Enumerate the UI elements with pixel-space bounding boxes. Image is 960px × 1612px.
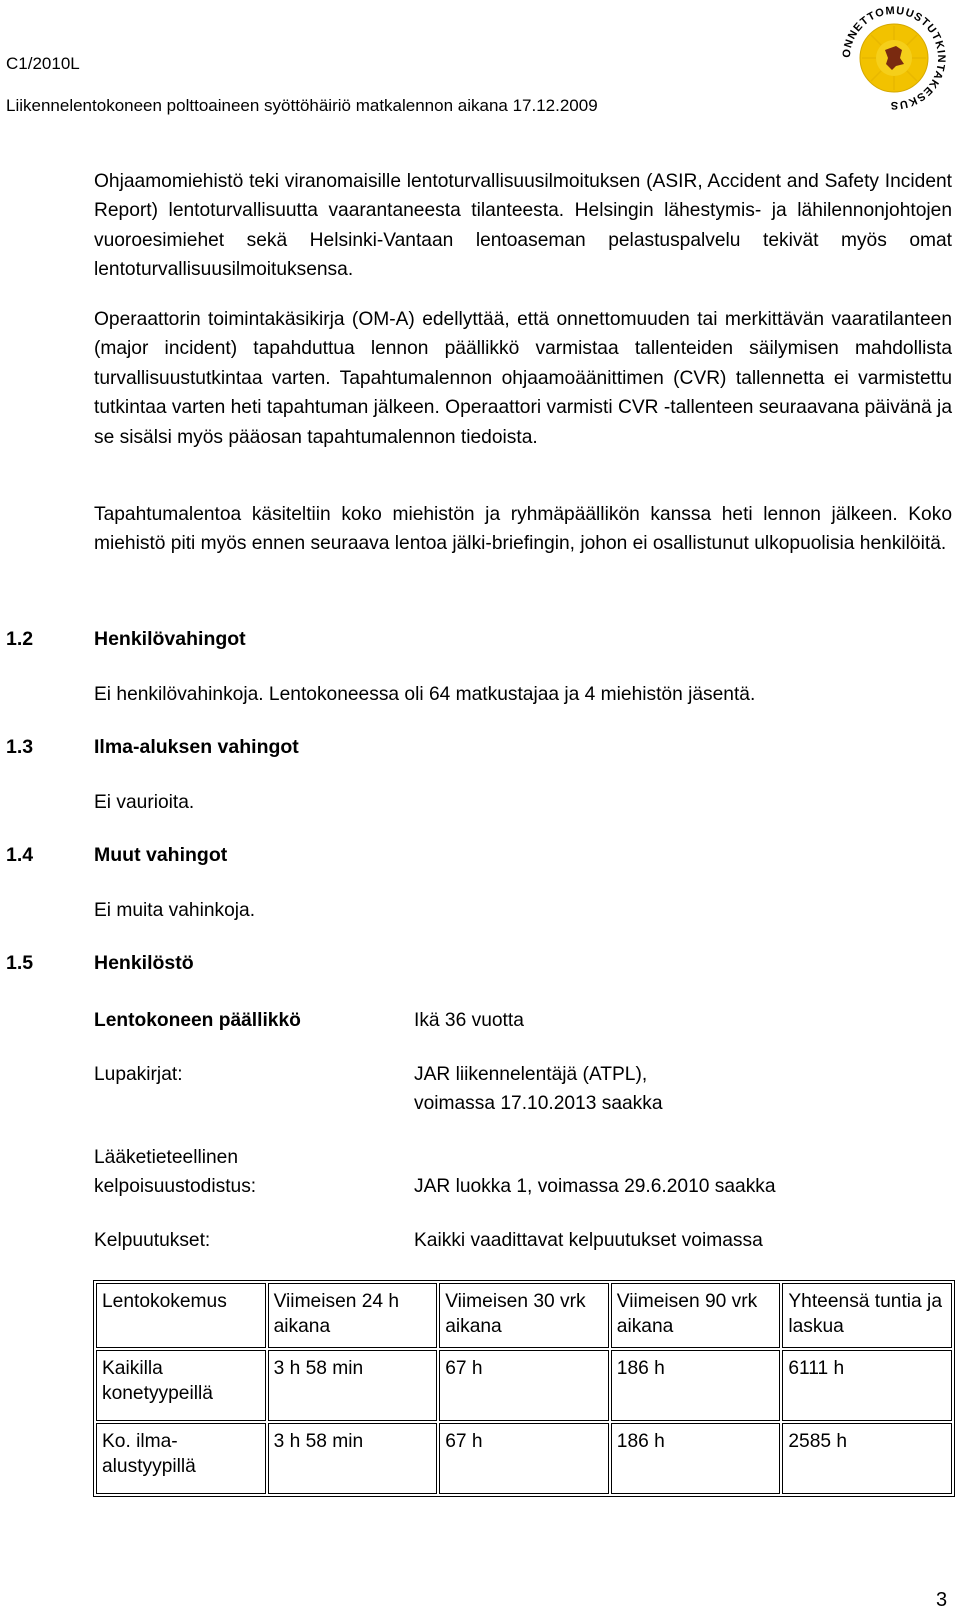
ratings-label: Kelpuutukset: bbox=[94, 1230, 211, 1251]
medical-value: JAR luokka 1, voimassa 29.6.2010 saakka bbox=[414, 1176, 776, 1197]
doc-title: Liikennelentokoneen polttoaineen syöttöhäiriö matkalennon aikana 17.12.2009 bbox=[6, 96, 598, 115]
table-header-cell: Yhteensä tuntia ja laskua bbox=[782, 1283, 952, 1348]
section-text: Ei henkilövahinkoja. Lentokoneessa oli 64 matkustajaa ja 4 miehistön jäsentä. bbox=[94, 684, 756, 705]
table-cell: Kaikilla konetyypeillä bbox=[96, 1350, 266, 1421]
medical-label-line1: Lääketieteellinen bbox=[94, 1147, 239, 1168]
experience-table bbox=[93, 1280, 955, 1497]
section-number: 1.4 bbox=[6, 844, 34, 866]
table-header-row bbox=[96, 1283, 952, 1348]
table-cell: 3 h 58 min bbox=[268, 1350, 438, 1421]
ratings-value: Kaikki vaadittavat kelpuutukset voimassa bbox=[414, 1230, 763, 1251]
section-title: Henkilövahingot bbox=[94, 628, 246, 650]
captain-age: Ikä 36 vuotta bbox=[414, 1010, 524, 1031]
seal-logo-icon bbox=[836, 0, 952, 116]
table-row bbox=[96, 1350, 952, 1421]
table-cell: 2585 h bbox=[782, 1423, 952, 1494]
licenses-value-line2: voimassa 17.10.2013 saakka bbox=[414, 1093, 663, 1114]
doc-code: C1/2010L bbox=[6, 54, 80, 73]
table-cell: 6111 h bbox=[782, 1350, 952, 1421]
section-number: 1.3 bbox=[6, 736, 34, 758]
table-header-cell: Lentokokemus bbox=[96, 1283, 266, 1348]
medical-label-line2: kelpoisuustodistus: bbox=[94, 1176, 257, 1197]
section-number: 1.2 bbox=[6, 628, 34, 650]
licenses-value-line1: JAR liikennelentäjä (ATPL), bbox=[414, 1064, 648, 1085]
section-text: Ei muita vahinkoja. bbox=[94, 900, 256, 921]
section-title: Henkilöstö bbox=[94, 952, 194, 974]
page-number: 3 bbox=[936, 1589, 948, 1611]
table-header-cell: Viimeisen 30 vrk aikana bbox=[439, 1283, 609, 1348]
captain-role-label: Lentokoneen päällikkö bbox=[94, 1010, 301, 1031]
paragraph-debrief: Tapahtumalentoa käsiteltiin koko miehistön ja ryhmäpäällikön kanssa heti lennon jälkeen. Koko miehistö piti myös ennen seuraava lentoa jälki-briefingin, johon ei osallistunut ulkopuolisia henkilöitä. bbox=[94, 504, 952, 555]
section-number: 1.5 bbox=[6, 952, 34, 974]
table-cell: 67 h bbox=[439, 1423, 609, 1494]
section-title: Ilma-aluksen vahingot bbox=[94, 736, 299, 758]
paragraph-cvr: Operaattorin toimintakäsikirja (OM-A) edellyttää, että onnettomuuden tai merkittävän vaaratilanteen (major incident) tapahduttua lennon päällikkö varmistaa tallenteiden säilymisen mahdollista turvallisuustutkintaa varten. Tapahtumalennon ohjaamoäänittimen (CVR) tallennetta ei varmistettu tutkintaa varten heti tapahtuman jälkeen. Operaattori varmisti CVR -tallenteen seuraavana päivänä ja se sisälsi myös pääosan tapahtumalennon tiedoista. bbox=[94, 309, 952, 448]
svg-text:ONNETTOMUUSTUTKINTAKESKUS: ONNETTOMUUSTUTKINTAKESKUS bbox=[840, 4, 948, 112]
licenses-label: Lupakirjat: bbox=[94, 1064, 183, 1085]
table-cell: Ko. ilma-alustyypillä bbox=[96, 1423, 266, 1494]
section-title: Muut vahingot bbox=[94, 844, 228, 866]
table-cell: 67 h bbox=[439, 1350, 609, 1421]
section-text: Ei vaurioita. bbox=[94, 792, 195, 813]
table-row bbox=[96, 1423, 952, 1494]
table-cell: 3 h 58 min bbox=[268, 1423, 438, 1494]
table-cell: 186 h bbox=[611, 1423, 781, 1494]
table-header-cell: Viimeisen 24 h aikana bbox=[268, 1283, 438, 1348]
table-cell: 186 h bbox=[611, 1350, 781, 1421]
table-header-cell: Viimeisen 90 vrk aikana bbox=[611, 1283, 781, 1348]
paragraph-asir: Ohjaamomiehistö teki viranomaisille lentoturvallisuusilmoituksen (ASIR, Accident and Safety Incident Report) lentoturvallisuutta vaarantaneesta tilanteesta. Helsingin lähestymis- ja lähilennonjohtojen vuoroesimiehet sekä Helsinki-Vantaan lentoaseman pelastuspalvelu tekivät myös omat lentoturvallisuusilmoituksensa. bbox=[94, 171, 952, 281]
